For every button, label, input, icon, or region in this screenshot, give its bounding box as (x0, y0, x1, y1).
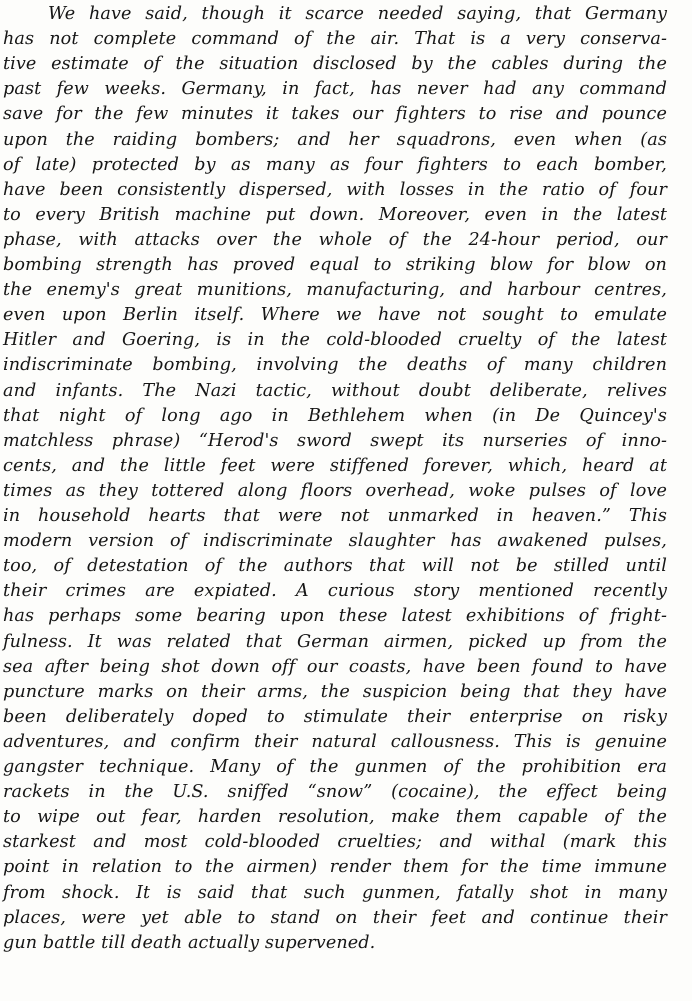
text-line: matchless phrase) “Herod's sword swept its nurseries of inno- (3, 430, 667, 451)
text-line: adventures, and confirm their natural callousness. This is genuine (3, 731, 667, 752)
text-line: has not complete command of the air. That is a very conserva- (3, 29, 667, 50)
text-line: modern version of indiscriminate slaughter has awakened pulses, (3, 531, 667, 552)
text-line: has perhaps some bearing upon these latest exhibitions of fright- (3, 606, 667, 627)
text-line: point in relation to the airmen) render them for the time immune (3, 857, 667, 878)
text-line: rackets in the U.S. sniffed “snow” (cocaine), the effect being (3, 782, 667, 803)
text-line: puncture marks on their arms, the suspicion being that they have (3, 681, 667, 702)
text-line: of late) protected by as many as four fighters to each bomber, (3, 154, 667, 175)
text-line: Hitler and Goering, is in the cold-blooded cruelty of the latest (3, 330, 667, 351)
text-line: save for the few minutes it takes our fighters to rise and pounce (3, 104, 667, 125)
text-line: their crimes are expiated. A curious story mentioned recently (3, 581, 667, 602)
text-line: from shock. It is said that such gunmen, fatally shot in many (3, 882, 667, 903)
text-line: have been consistently dispersed, with losses in the ratio of four (3, 179, 667, 200)
text-line: that night of long ago in Bethlehem when (in De Quincey's (3, 405, 667, 426)
text-line: gangster technique. Many of the gunmen of the prohibition era (3, 757, 667, 777)
text-line: indiscriminate bombing, involving the deaths of many children (3, 355, 667, 376)
text-line: past few weeks. Germany, in fact, has never had any command (3, 79, 667, 100)
text-line: to wipe out fear, harden resolution, make them capable of the (3, 807, 667, 828)
text-line: starkest and most cold-blooded cruelties; and withal (mark this (3, 832, 667, 853)
text-line: gun battle till death actually supervened. (3, 932, 376, 953)
text-line: bombing strength has proved equal to striking blow for blow on (3, 255, 667, 275)
text-line: tive estimate of the situation disclosed by the cables during the (3, 54, 667, 75)
text-line: phase, with attacks over the whole of the 24-hour period, our (3, 229, 667, 250)
text-line: We have said, though it scarce needed saying, that Germany (48, 4, 667, 24)
text-line: times as they tottered along floors overhead, woke pulses of love (3, 480, 667, 501)
text-line: even upon Berlin itself. Where we have not sought to emulate (3, 305, 667, 326)
text-line: fulness. It was related that German airmen, picked up from the (3, 631, 667, 652)
text-line: in household hearts that were not unmarked in heaven.” This (3, 506, 667, 526)
text-line: been deliberately doped to stimulate their enterprise on risky (3, 706, 667, 727)
text-line: places, were yet able to stand on their feet and continue their (3, 907, 667, 928)
text-line: and infants. The Nazi tactic, without doubt deliberate, relives (3, 380, 667, 401)
text-line: too, of detestation of the authors that will not be stilled until (3, 556, 667, 577)
text-line: the enemy's great munitions, manufacturing, and harbour centres, (3, 280, 667, 301)
text-line: cents, and the little feet were stiffened forever, which, heard at (3, 455, 667, 476)
text-line: to every British machine put down. Moreover, even in the latest (3, 204, 667, 225)
text-line: upon the raiding bombers; and her squadrons, even when (as (3, 129, 667, 150)
text-line: sea after being shot down off our coasts, have been found to have (3, 656, 667, 677)
